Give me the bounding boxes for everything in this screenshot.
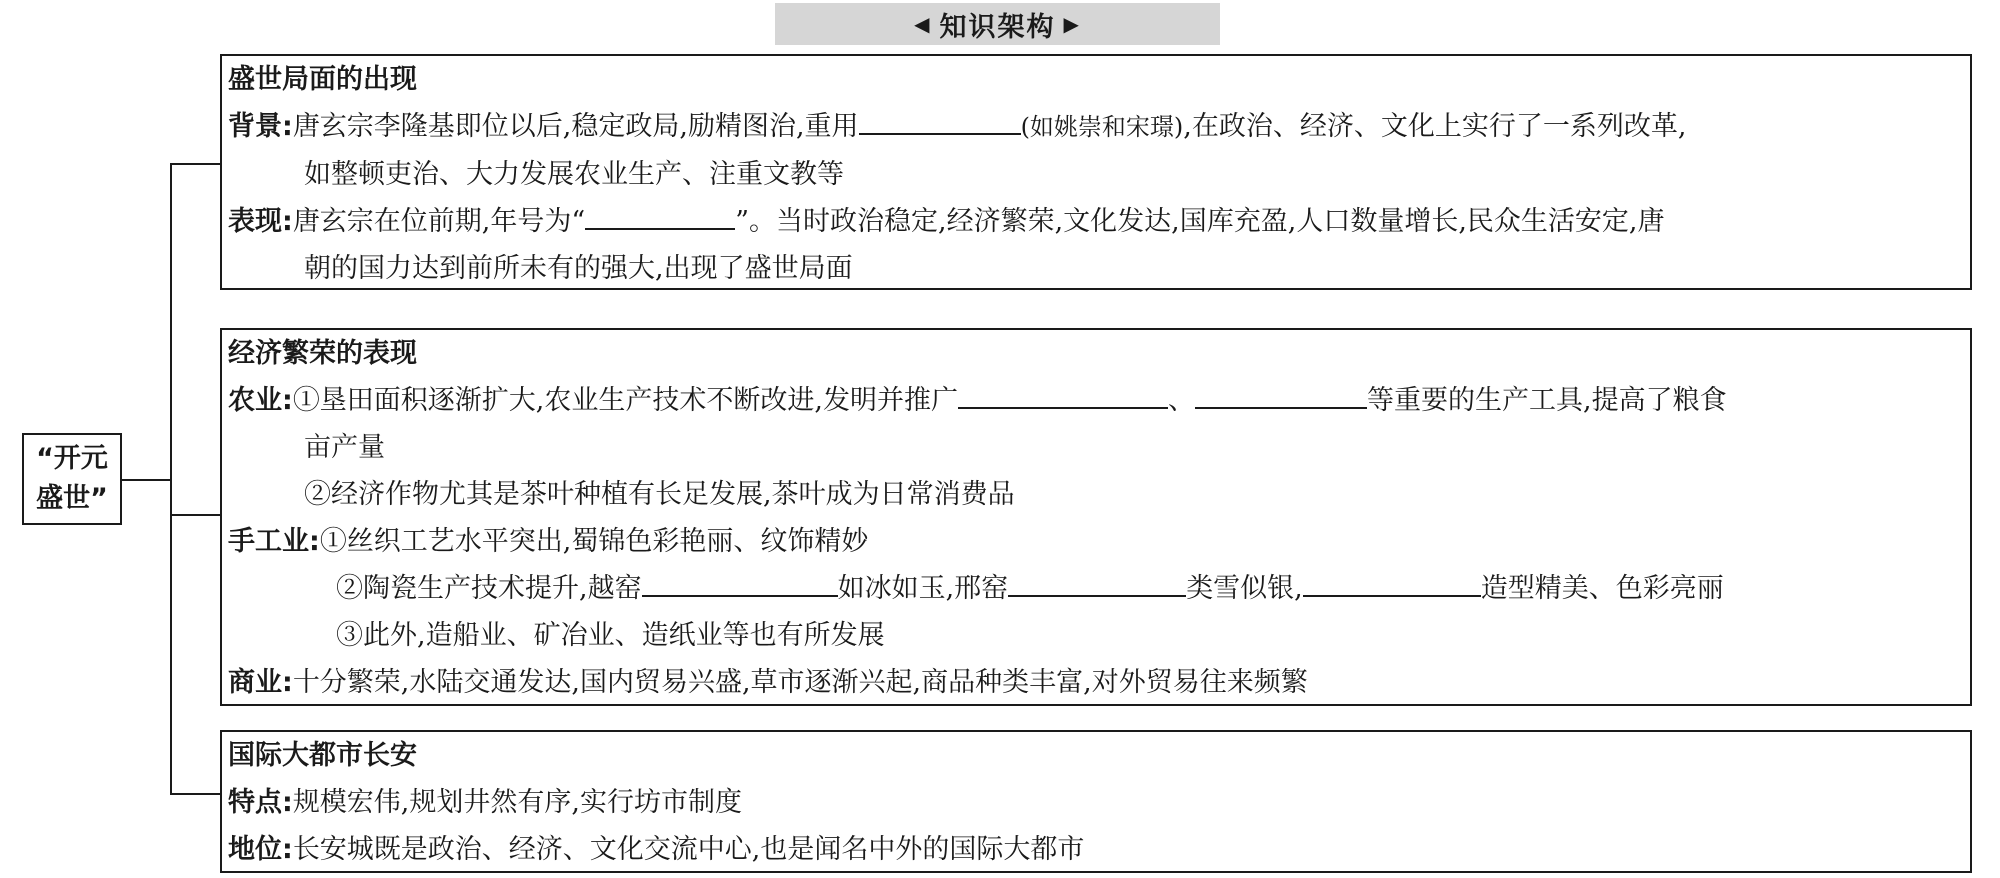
section-title: 盛世局面的出现 [228,64,417,95]
background-label: 背景: [228,111,293,142]
root-label-line2: 盛世” [36,483,108,514]
connector-trunk [170,163,172,795]
status-text: 长安城既是政治、经济、文化交流中心,也是闻名中外的国际大都市 [292,834,1085,865]
background-row-cont: 如整顿吏治、大力发展农业生产、注重文教等 [304,159,844,190]
performance-row-cont: 朝的国力达到前所未有的强大,出现了盛世局面 [304,253,853,284]
status-label: 地位: [228,834,293,865]
background-row [228,103,1970,151]
performance-text: 唐玄宗在位前期,年号为“ [292,206,586,237]
connector-branch-1 [170,163,222,165]
handicraft-text: 类雪似银, [1186,573,1303,604]
left-triangle-icon: ◀ [914,12,932,36]
commerce-label: 商业: [228,667,293,698]
section-title: 经济繁荣的表现 [228,338,417,369]
agriculture-label: 农业: [228,385,293,416]
handicraft-text: 造型精美、色彩亮丽 [1480,573,1724,604]
connector-root [122,479,172,481]
background-text: 唐玄宗李隆基即位以后,稳定政局,励精图治,重用 [292,111,859,142]
fill-blank[interactable] [1195,383,1367,409]
agriculture-row-2: ②经济作物尤其是茶叶种植有长足发展,茶叶成为日常消费品 [304,479,1015,510]
agriculture-row-cont: 亩产量 [304,432,385,463]
root-label-line1: “开元 [36,443,108,474]
background-example: (如姚崇和宋璟) [1020,113,1184,141]
connector-branch-3 [170,793,222,795]
banner-title: 知识架构 [939,11,1056,43]
performance-text: ”。当时政治稳定,经济繁荣,文化发达,国库充盈,人口数量增长,民众生活安定,唐 [735,206,1665,237]
agriculture-text: ①垦田面积逐渐扩大,农业生产技术不断改进,发明并推广 [292,385,958,416]
handicraft-row [228,518,1970,565]
agriculture-text: 等重要的生产工具,提高了粮食 [1366,385,1727,416]
performance-label: 表现: [228,206,293,237]
connector-branch-2 [170,514,222,516]
section-changan [220,730,1972,873]
fill-blank[interactable] [958,383,1168,409]
performance-row [228,198,1970,245]
commerce-text: 十分繁荣,水陆交通发达,国内贸易兴盛,草市逐渐兴起,商品种类丰富,对外贸易往来频繁 [292,667,1308,698]
features-label: 特点: [228,787,293,818]
section-title: 国际大都市长安 [228,740,417,771]
handicraft-text: ②陶瓷生产技术提升,越窑 [336,573,642,604]
agriculture-sep: 、 [1167,385,1195,416]
handicraft-text: ①丝织工艺水平突出,蜀锦色彩艳丽、纹饰精妙 [319,526,869,557]
fill-blank[interactable] [585,204,735,230]
root-node [22,433,122,525]
features-text: 规模宏伟,规划井然有序,实行坊市制度 [292,787,742,818]
handicraft-label: 手工业: [228,526,320,557]
features-row [228,779,1970,826]
section-economic-prosperity [220,328,1972,706]
fill-blank[interactable] [1008,571,1186,597]
agriculture-row [228,377,1970,424]
section-banner [775,3,1220,45]
handicraft-text: 如冰如玉,邢窑 [837,573,1009,604]
fill-blank[interactable] [859,109,1021,135]
fill-blank[interactable] [1303,571,1481,597]
status-row [228,826,1970,873]
fill-blank[interactable] [642,571,838,597]
handicraft-row-2 [228,565,1970,612]
background-text: ,在政治、经济、文化上实行了一系列改革, [1183,111,1687,142]
handicraft-row-3: ③此外,造船业、矿冶业、造纸业等也有所发展 [336,620,885,651]
right-triangle-icon: ▶ [1063,12,1081,36]
section-prosperity-origin [220,54,1972,290]
commerce-row [228,659,1970,706]
